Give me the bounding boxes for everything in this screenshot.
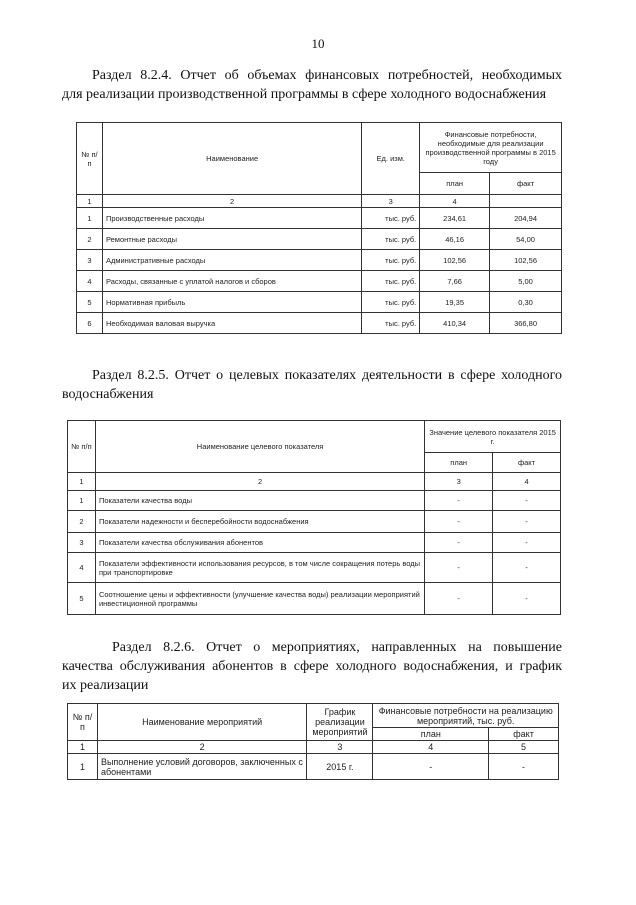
col-header-financial-needs: Финансовые потребности на реализацию мероприятий, тыс. руб. [373, 704, 559, 728]
table-row [68, 491, 561, 511]
table-row [68, 754, 559, 780]
row-fact: - [493, 491, 561, 511]
index-cell: 3 [425, 473, 493, 491]
row-fact: - [493, 511, 561, 533]
row-name: Показатели эффективности использования ресурсов, в том числе сокращения потерь воды при транспортировке [95, 553, 424, 583]
index-cell: 3 [362, 195, 420, 208]
table-row [68, 583, 561, 615]
col-header-fact: факт [493, 453, 561, 473]
row-plan: 102,56 [420, 250, 490, 271]
col-header-num: № п/п [68, 421, 96, 473]
row-fact: 204,94 [490, 208, 562, 229]
row-name: Расходы, связанные с уплатой налогов и сборов [102, 271, 361, 292]
index-cell: 4 [420, 195, 490, 208]
row-name: Показатели качества воды [95, 491, 424, 511]
col-header-name: Наименование целевого показателя [95, 421, 424, 473]
table-row [77, 313, 562, 334]
index-cell: 3 [307, 741, 373, 754]
row-fact: - [493, 533, 561, 553]
col-header-plan: план [425, 453, 493, 473]
index-cell: 4 [373, 741, 489, 754]
row-number: 4 [68, 553, 96, 583]
table-row [77, 250, 562, 271]
index-cell: 1 [68, 473, 96, 491]
index-cell: 4 [493, 473, 561, 491]
index-cell: 2 [95, 473, 424, 491]
row-name: Соотношение цены и эффективности (улучшение качества воды) реализации мероприятий инвестиционной программы [95, 583, 424, 615]
row-plan: - [425, 553, 493, 583]
col-header-fact: факт [489, 728, 559, 741]
table-row [68, 533, 561, 553]
table-row [77, 292, 562, 313]
row-name: Показатели качества обслуживания абонентов [95, 533, 424, 553]
col-header-plan: план [373, 728, 489, 741]
row-plan: 410,34 [420, 313, 490, 334]
row-fact: 54,00 [490, 229, 562, 250]
row-name: Выполнение условий договоров, заключенных с абонентами [97, 754, 306, 780]
row-unit: тыс. руб. [362, 250, 420, 271]
col-header-schedule: График реализации мероприятий [307, 704, 373, 741]
row-name: Производственные расходы [102, 208, 361, 229]
row-plan: - [425, 533, 493, 553]
heading-line: водоснабжения [62, 387, 154, 402]
col-header-value: Значение целевого показателя 2015 г. [425, 421, 561, 453]
row-fact: 366,80 [490, 313, 562, 334]
row-number: 1 [77, 208, 103, 229]
heading-line: для реализации производственной программы в сфере холодного водоснабжения [62, 87, 547, 102]
row-fact: 102,56 [490, 250, 562, 271]
row-number: 1 [68, 491, 96, 511]
section-8-2-6-heading [62, 638, 562, 695]
index-cell: 1 [68, 741, 98, 754]
row-plan: 7,66 [420, 271, 490, 292]
col-header-num: № п/п [77, 123, 103, 195]
row-number: 2 [77, 229, 103, 250]
col-header-name: Наименование мероприятий [97, 704, 306, 741]
index-cell: 5 [489, 741, 559, 754]
row-unit: тыс. руб. [362, 292, 420, 313]
row-number: 2 [68, 511, 96, 533]
table-row [77, 208, 562, 229]
heading-line: качества обслуживания абонентов в сфере холодного водоснабжения, и график [62, 659, 562, 674]
row-name: Ремонтные расходы [102, 229, 361, 250]
row-plan: - [425, 511, 493, 533]
row-number: 3 [68, 533, 96, 553]
row-plan: - [425, 491, 493, 511]
target-indicators-table [67, 420, 561, 615]
row-number: 3 [77, 250, 103, 271]
col-header-fact: факт [490, 173, 562, 195]
row-schedule: 2015 г. [307, 754, 373, 780]
col-header-name: Наименование [102, 123, 361, 195]
row-unit: тыс. руб. [362, 271, 420, 292]
table-row [77, 229, 562, 250]
table-row [68, 553, 561, 583]
heading-line: Раздел 8.2.6. Отчет о мероприятиях, направленных на повышение [112, 640, 562, 655]
row-plan: 19,35 [420, 292, 490, 313]
row-fact: - [493, 553, 561, 583]
heading-line: Раздел 8.2.5. Отчет о целевых показателях деятельности в сфере холодного [92, 368, 562, 383]
index-cell: 1 [77, 195, 103, 208]
row-plan: 234,61 [420, 208, 490, 229]
row-name: Показатели надежности и бесперебойности водоснабжения [95, 511, 424, 533]
table-row [68, 511, 561, 533]
index-cell: 2 [97, 741, 306, 754]
index-cell: 2 [102, 195, 361, 208]
financial-needs-table [76, 122, 562, 334]
row-name: Административные расходы [102, 250, 361, 271]
row-plan: - [425, 583, 493, 615]
row-plan: - [373, 754, 489, 780]
row-number: 1 [68, 754, 98, 780]
row-plan: 46,16 [420, 229, 490, 250]
index-cell-empty [490, 195, 562, 208]
row-unit: тыс. руб. [362, 313, 420, 334]
section-8-2-5-heading [62, 366, 562, 404]
table-row [77, 271, 562, 292]
row-fact: - [493, 583, 561, 615]
col-header-unit: Ед. изм. [362, 123, 420, 195]
col-header-plan: план [420, 173, 490, 195]
heading-line: Раздел 8.2.4. Отчет об объемах финансовых потребностей, необходимых [92, 68, 562, 83]
heading-line: их реализации [62, 678, 149, 693]
row-name: Необходимая валовая выручка [102, 313, 361, 334]
activities-table [67, 703, 559, 780]
row-fact: - [489, 754, 559, 780]
page-number: 10 [311, 36, 325, 51]
row-number: 5 [68, 583, 96, 615]
row-name: Нормативная прибыль [102, 292, 361, 313]
row-fact: 5,00 [490, 271, 562, 292]
section-8-2-4-heading [62, 66, 562, 104]
col-header-num: № п/п [68, 704, 98, 741]
row-number: 4 [77, 271, 103, 292]
col-header-financial-needs: Финансовые потребности, необходимые для реализации производственной программы в 2015 году [420, 123, 562, 173]
row-unit: тыс. руб. [362, 229, 420, 250]
row-number: 5 [77, 292, 103, 313]
row-fact: 0,30 [490, 292, 562, 313]
row-unit: тыс. руб. [362, 208, 420, 229]
row-number: 6 [77, 313, 103, 334]
